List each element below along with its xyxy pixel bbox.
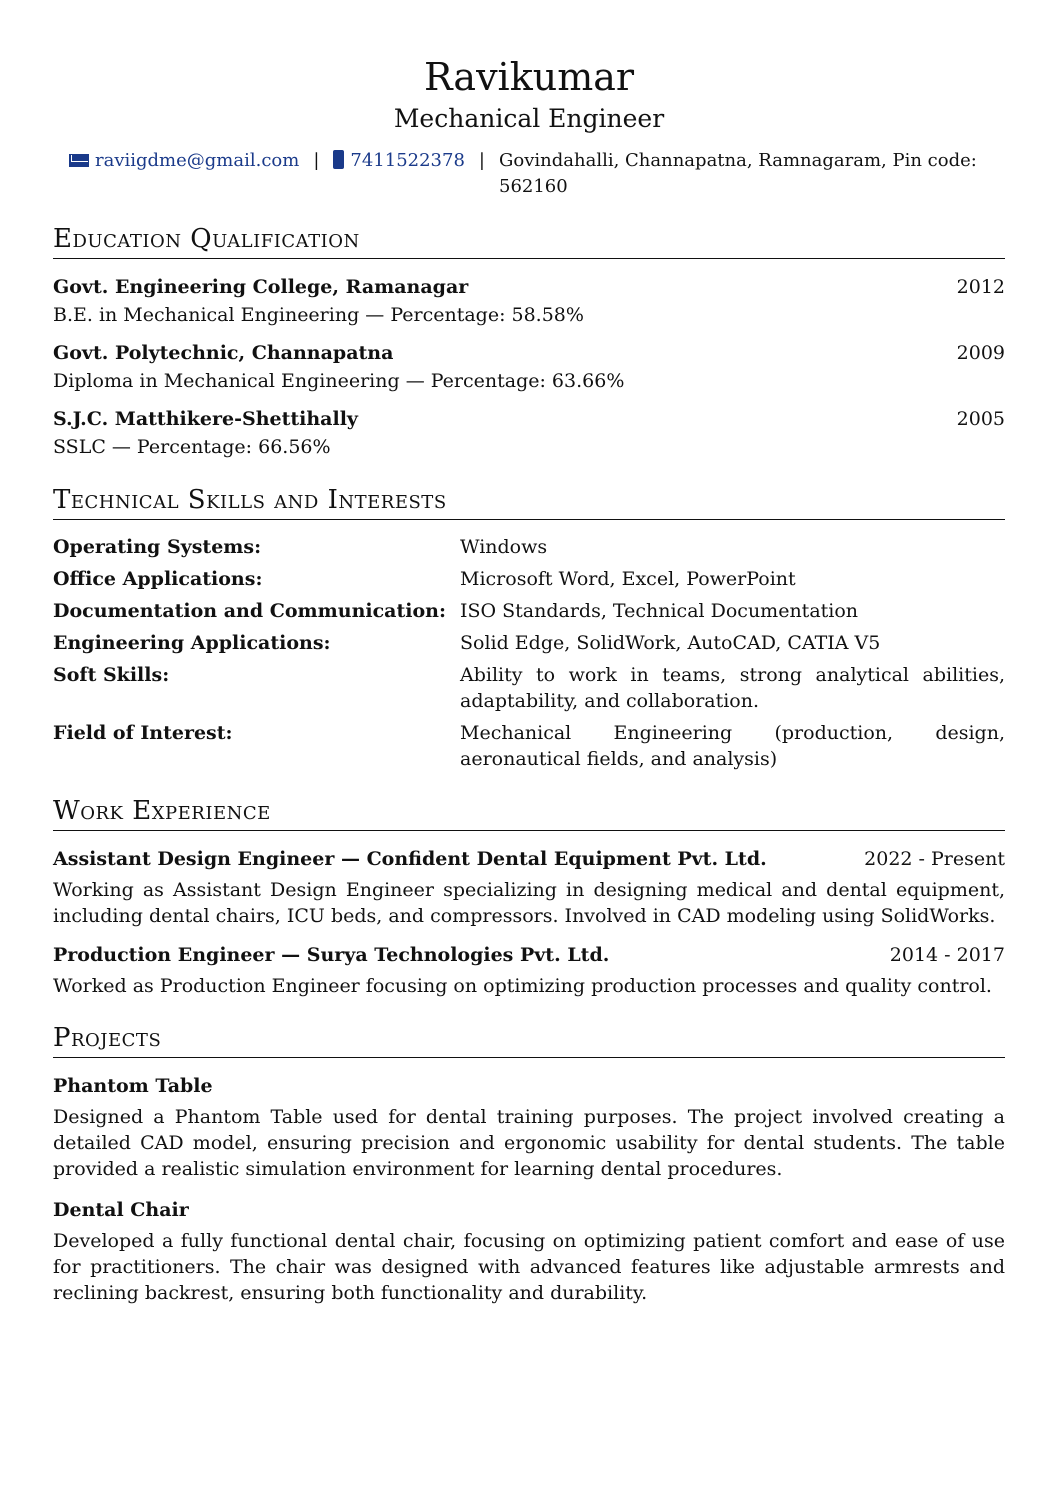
skill-key: Operating Systems: (53, 536, 262, 558)
contact-line (53, 148, 1005, 200)
skill-key: Field of Interest: (53, 722, 233, 744)
candidate-name: Ravikumar (423, 55, 635, 99)
skill-row (53, 598, 1005, 624)
education-list (53, 273, 1005, 461)
education-year: 2012 (956, 276, 1005, 298)
skill-value: ISO Standards, Technical Documentation (460, 600, 859, 622)
skills-list (53, 534, 1005, 772)
project-name: Dental Chair (53, 1199, 189, 1221)
work-item (53, 845, 1005, 929)
project-description: Designed a Phantom Table used for dental training purposes. The project involved creating a detailed CAD model, ensuring precision and ergonomic usability for dental students. The table provided a realistic simulation environment for learning dental procedures. (53, 1106, 1005, 1180)
skill-key: Engineering Applications: (53, 632, 331, 654)
school-name: S.J.C. Matthikere-Shettihally (53, 408, 358, 430)
skills-section-title: Technical Skills and Interests (53, 483, 1005, 520)
job-description: Working as Assistant Design Engineer specializing in designing medical and dental equipment, including dental chairs, ICU beds, and compressors. Involved in CAD modeling using SolidWorks. (53, 879, 1005, 927)
education-item (53, 339, 1005, 395)
school-name: Govt. Engineering College, Ramanagar (53, 276, 469, 298)
separator: | (313, 150, 320, 171)
education-detail: Diploma in Mechanical Engineering — Percentage: 63.66% (53, 370, 625, 392)
project-item (53, 1196, 1005, 1306)
skill-row (53, 720, 1005, 772)
project-description: Developed a fully functional dental chair, focusing on optimizing patient comfort and ease of use for practitioners. The chair was designed with advanced features like adjustable armrests and reclining backrest, ensuring both functionality and durability. (53, 1230, 1005, 1304)
skill-value: Mechanical Engineering (production, design, aeronautical fields, and analysis) (460, 722, 1005, 770)
skill-key: Documentation and Communication: (53, 600, 446, 622)
phone-icon (333, 150, 344, 169)
education-item (53, 273, 1005, 329)
skill-value: Ability to work in teams, strong analytical abilities, adaptability, and collaboration. (460, 664, 1005, 712)
skill-value: Microsoft Word, Excel, PowerPoint (460, 568, 796, 590)
job-dates: 2022 - Present (864, 848, 1005, 870)
candidate-role: Mechanical Engineer (393, 104, 665, 133)
job-dates: 2014 - 2017 (889, 944, 1005, 966)
skill-row (53, 630, 1005, 656)
skill-value: Windows (460, 536, 548, 558)
skill-row (53, 534, 1005, 560)
resume-page (53, 52, 1005, 1318)
phone-contact (333, 148, 465, 174)
job-position: Assistant Design Engineer — Confident Dental Equipment Pvt. Ltd. (53, 848, 767, 870)
separator: | (478, 150, 485, 171)
job-position: Production Engineer — Surya Technologies Pvt. Ltd. (53, 944, 610, 966)
education-section-title: Education Qualification (53, 222, 1005, 259)
phone-link[interactable]: 7411522378 (350, 150, 465, 171)
education-item (53, 405, 1005, 461)
school-name: Govt. Polytechnic, Channapatna (53, 342, 394, 364)
projects-list (53, 1072, 1005, 1306)
education-year: 2009 (956, 342, 1005, 364)
education-detail: SSLC — Percentage: 66.56% (53, 436, 331, 458)
email-link[interactable]: raviigdme@gmail.com (94, 150, 300, 171)
education-year: 2005 (956, 408, 1005, 430)
job-description: Worked as Production Engineer focusing on optimizing production processes and quality control. (53, 975, 992, 997)
resume-header (53, 52, 1005, 200)
work-item (53, 941, 1005, 999)
work-list (53, 845, 1005, 999)
email-contact (69, 148, 299, 174)
skill-row (53, 662, 1005, 714)
skill-key: Soft Skills: (53, 664, 170, 686)
envelope-icon (69, 154, 89, 167)
address: Govindahalli, Channapatna, Ramnagaram, Pin code: 562160 (499, 150, 977, 197)
skill-key: Office Applications: (53, 568, 263, 590)
project-item (53, 1072, 1005, 1182)
skill-row (53, 566, 1005, 592)
project-name: Phantom Table (53, 1075, 213, 1097)
education-detail: B.E. in Mechanical Engineering — Percentage: 58.58% (53, 304, 584, 326)
skill-value: Solid Edge, SolidWork, AutoCAD, CATIA V5 (460, 632, 881, 654)
projects-section-title: Projects (53, 1021, 1005, 1058)
work-section-title: Work Experience (53, 794, 1005, 831)
